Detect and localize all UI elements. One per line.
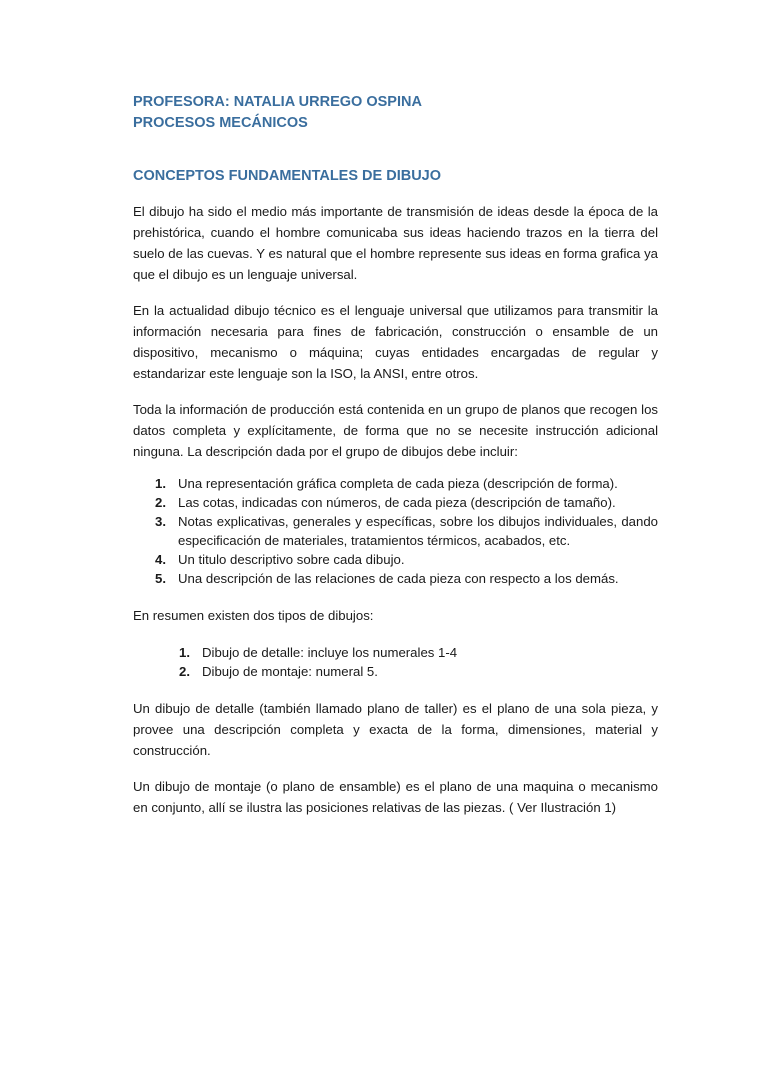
paragraph-detail-drawing: Un dibujo de detalle (también llamado plano de taller) es el plano de una sola pieza, y provee una descripción completa y exacta de la forma, dimensiones, material y construcción. [133, 701, 658, 758]
list-number: 5. [155, 571, 166, 586]
list-number: 4. [155, 552, 166, 567]
paragraph-assembly-drawing: Un dibujo de montaje (o plano de ensamble) es el plano de una maquina o mecanismo en conjunto, allí se ilustra las posiciones relativas de las piezas. ( Ver Ilustración 1) [133, 779, 658, 815]
paragraph-intro: El dibujo ha sido el medio más importante de transmisión de ideas desde la época de la prehistórica, cuando el hombre comunicaba sus ideas haciendo trazos en la tierra del suelo de las cuevas. Y es natural que el hombre represente sus ideas en forma grafica ya que el dibujo es un lenguaje universal. [133, 204, 658, 282]
list-item [133, 474, 658, 493]
list-text: Una descripción de las relaciones de cada pieza con respecto a los demás. [178, 571, 619, 586]
paragraph-production-info: Toda la información de producción está contenida en un grupo de planos que recogen los datos completa y explícitamente, de forma que no se necesite instrucción adicional ninguna. La descripción dada por el grupo de dibujos debe incluir: [133, 402, 658, 459]
summary-intro: En resumen existen dos tipos de dibujos: [133, 608, 374, 623]
list-item [133, 662, 658, 681]
list-text: Un titulo descriptivo sobre cada dibujo. [178, 552, 405, 567]
list-item [133, 569, 658, 588]
requirements-list [133, 474, 658, 588]
list-text: Dibujo de detalle: incluye los numerales 1-4 [202, 645, 458, 660]
teacher-heading: PROFESORA: NATALIA URREGO OSPINA [133, 94, 422, 110]
list-text: Notas explicativas, generales y específicas, sobre los dibujos individuales, dando especificación de materiales, tratamientos térmicos, acabados, etc. [178, 514, 658, 548]
list-number: 3. [155, 514, 166, 529]
course-heading: PROCESOS MECÁNICOS [133, 115, 308, 131]
list-text: Dibujo de montaje: numeral 5. [202, 664, 378, 679]
list-number: 1. [179, 645, 190, 660]
list-item [133, 550, 658, 569]
list-number: 2. [155, 495, 166, 510]
list-text: Las cotas, indicadas con números, de cada pieza (descripción de tamaño). [178, 495, 616, 510]
drawing-types-list [133, 643, 658, 681]
list-number: 1. [155, 476, 166, 491]
paragraph-technical-drawing: En la actualidad dibujo técnico es el lenguaje universal que utilizamos para transmitir la información necesaria para fines de fabricación, construcción o ensamble de un dispositivo, mecanismo o máquina; cuyas entidades encargadas de regular y estandarizar este lenguaje son la ISO, la ANSI, entre otros. [133, 303, 658, 381]
list-number: 2. [179, 664, 190, 679]
list-item [133, 512, 658, 550]
list-text: Una representación gráfica completa de cada pieza (descripción de forma). [178, 476, 618, 491]
list-item [133, 493, 658, 512]
list-item [133, 643, 658, 662]
section-title: CONCEPTOS FUNDAMENTALES DE DIBUJO [133, 168, 442, 184]
